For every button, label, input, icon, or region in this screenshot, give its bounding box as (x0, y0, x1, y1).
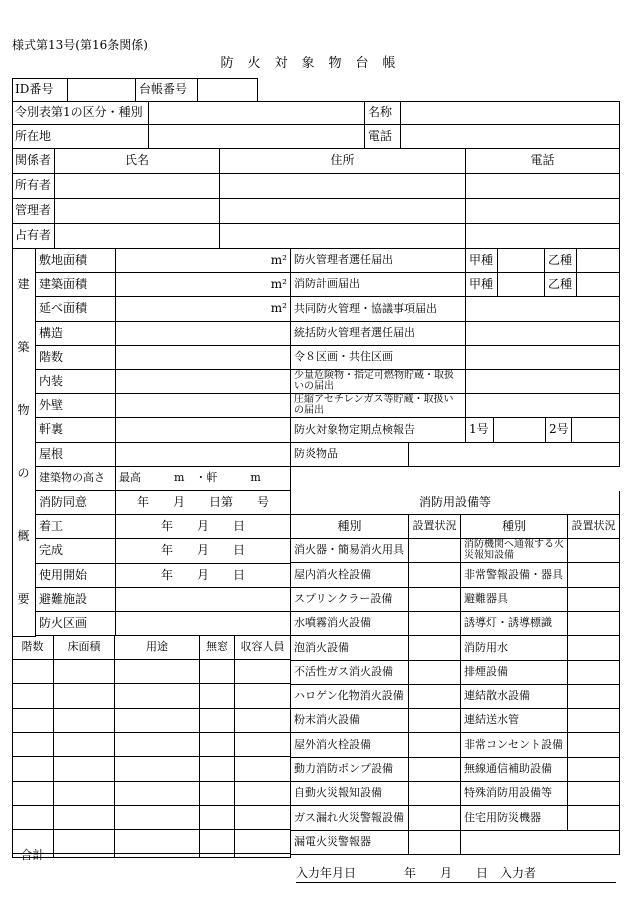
notification-label: 統括防火管理者選任届出 (291, 322, 466, 346)
equipment-right-status[interactable] (568, 612, 620, 636)
floor-table-cell[interactable] (235, 830, 291, 854)
building-overview-vertical-label: 建 築 物 の 概 要 (12, 249, 36, 637)
area-unit[interactable]: m² (116, 273, 291, 297)
floor-table-header: 床面積 (54, 636, 115, 660)
equipment-right-label: 排煙設備 (461, 661, 568, 685)
equipment-right-status[interactable] (568, 806, 620, 831)
floor-table-cell[interactable] (12, 660, 54, 684)
no1-label: 1号 (466, 418, 494, 443)
building-row-label: 避難施設 (36, 588, 116, 612)
building-height-label: 建築物の高さ (36, 467, 116, 491)
floor-table-header: 用途 (115, 636, 200, 660)
name-label: 名称 (365, 101, 401, 125)
party-address-field[interactable] (220, 174, 466, 199)
notification-field[interactable] (466, 370, 620, 394)
floor-table-cell[interactable] (12, 782, 54, 806)
party-phone-field[interactable] (466, 174, 620, 199)
equipment-right-status[interactable] (568, 782, 620, 806)
building-row-label: 階数 (36, 346, 116, 370)
floor-table-cell[interactable] (54, 757, 115, 782)
notification-label: 消防計画届出 (291, 273, 466, 297)
equipment-right-empty (461, 831, 620, 855)
notification-label: 令８区画・共住区画 (291, 346, 466, 370)
notification-field[interactable] (466, 322, 620, 346)
building-row-label: 軒裏 (36, 418, 116, 443)
start-date-field[interactable]: 年 月 日 (116, 515, 291, 539)
floor-table-cell[interactable] (235, 806, 291, 830)
floor-table-cell[interactable] (115, 782, 200, 806)
equipment-right-status[interactable] (568, 685, 620, 709)
party-row-label: 占有者 (12, 224, 55, 249)
equipment-right-label: 非常警報設備・器具 (461, 563, 568, 588)
equipment-left-label: 屋外消火栓設備 (291, 733, 409, 758)
building-height-field[interactable]: 最高 m ・軒 m (116, 467, 291, 491)
equipment-left-status[interactable] (409, 831, 461, 855)
equipment-right-status[interactable] (568, 588, 620, 612)
equipment-right-label: 消防機関へ通報する火災報知設備 (461, 539, 568, 563)
floor-table-header: 階数 (12, 636, 54, 660)
party-address-field[interactable] (220, 224, 466, 249)
party-col-phone: 電話 (466, 149, 620, 174)
floor-table-cell[interactable] (115, 709, 200, 733)
equipment-right-label: 避難器具 (461, 588, 568, 612)
party-name-field[interactable] (55, 224, 220, 249)
phone-label: 電話 (365, 125, 401, 149)
notification-label: 防火対象物定期点検報告 (291, 418, 466, 443)
equipment-left-status[interactable] (409, 758, 461, 782)
notification-field[interactable] (466, 346, 620, 370)
equipment-left-status[interactable] (409, 563, 461, 588)
floor-table-cell[interactable] (235, 757, 291, 782)
input-date-line: 入力年月日 年 月 日 入力者 (296, 864, 616, 883)
notification-field[interactable] (466, 394, 620, 418)
name-field[interactable] (401, 101, 620, 125)
equipment-left-status[interactable] (409, 806, 461, 831)
equipment-left-label: 漏電火災警報器 (291, 831, 409, 855)
building-row-label: 建築面積 (36, 273, 116, 297)
floor-table-cell[interactable] (200, 830, 235, 854)
equipment-right-label: 連結散水設備 (461, 685, 568, 709)
no1-field[interactable] (494, 418, 546, 443)
equipment-right-status[interactable] (568, 661, 620, 685)
party-phone-field[interactable] (466, 224, 620, 249)
floor-table-cell[interactable] (235, 709, 291, 733)
floor-table-cell[interactable] (200, 660, 235, 684)
floor-table-cell[interactable] (200, 684, 235, 709)
floor-table-cell[interactable] (12, 806, 54, 830)
equipment-left-label: ガス漏れ火災警報設備 (291, 806, 409, 831)
floor-table-cell[interactable] (12, 733, 54, 757)
building-row-field[interactable] (116, 370, 291, 394)
building-row-label: 使用開始 (36, 564, 116, 588)
equipment-left-label: 自動火災報知設備 (291, 782, 409, 806)
floor-table-cell[interactable] (115, 733, 200, 757)
building-row-field[interactable] (116, 322, 291, 346)
floor-table-cell[interactable] (115, 830, 200, 854)
type-b-field[interactable] (577, 249, 620, 273)
equipment-left-status[interactable] (409, 782, 461, 806)
floor-total-cell[interactable] (200, 854, 235, 858)
floor-table-header: 収容人員 (235, 636, 291, 660)
building-row-field[interactable]: 年 月 日 (116, 564, 291, 588)
equipment-right-label: 消防用水 (461, 636, 568, 661)
equipment-left-label: ハロゲン化物消火設備 (291, 685, 409, 709)
equipment-left-status[interactable] (409, 636, 461, 661)
building-row-label: 敷地面積 (36, 249, 116, 273)
equipment-right-label: 住宅用防災機器 (461, 806, 568, 831)
equipment-left-label: 水噴霧消火設備 (291, 612, 409, 636)
equipment-right-status[interactable] (568, 758, 620, 782)
start-label: 着工 (36, 515, 116, 539)
building-row-label: 屋根 (36, 443, 116, 467)
floor-table-cell[interactable] (54, 709, 115, 733)
floor-table-cell[interactable] (12, 684, 54, 709)
building-row-label: 構造 (36, 322, 116, 346)
party-name-field[interactable] (55, 174, 220, 199)
phone-field[interactable] (401, 125, 620, 149)
party-row-label: 所有者 (12, 174, 55, 199)
equipment-left-label: 泡消火設備 (291, 636, 409, 661)
equipment-left-status[interactable] (409, 539, 461, 563)
notification-label: 少量危険物・指定可燃物貯蔵・取扱いの届出 (291, 370, 466, 394)
status-header-left: 設置状況 (409, 515, 461, 539)
equipment-right-label: 無線通信補助設備 (461, 758, 568, 782)
floor-table-cell[interactable] (235, 684, 291, 709)
floor-table-cell[interactable] (12, 709, 54, 733)
building-row-label: 延べ面積 (36, 297, 116, 322)
floor-table-cell[interactable] (115, 757, 200, 782)
building-row-field[interactable]: 年 月 日 (116, 539, 291, 564)
floor-table-cell[interactable] (200, 709, 235, 733)
equipment-right-status[interactable] (568, 733, 620, 758)
floor-table-cell[interactable] (54, 660, 115, 684)
equipment-left-label: 動力消防ポンプ設備 (291, 758, 409, 782)
floor-table-cell[interactable] (235, 733, 291, 757)
building-row-field[interactable] (116, 612, 291, 636)
address-field[interactable] (149, 125, 365, 149)
floor-table-cell[interactable] (115, 660, 200, 684)
party-col-name: 氏名 (55, 149, 220, 174)
notification-label: 圧縮アセチレンガス等貯蔵・取扱いの届出 (291, 394, 466, 418)
equipment-left-status[interactable] (409, 709, 461, 733)
equipment-right-label: 非常コンセント設備 (461, 733, 568, 758)
equipment-left-status[interactable] (409, 733, 461, 758)
form-number: 様式第13号(第16条関係) (12, 38, 148, 52)
equipment-right-label: 連結送水管 (461, 709, 568, 733)
consent-field[interactable]: 年 月 日第 号 (116, 491, 291, 515)
notification-field[interactable] (466, 297, 620, 322)
building-row-field[interactable] (116, 418, 291, 443)
category-field[interactable] (149, 101, 365, 125)
equipment-right-label: 誘導灯・誘導標識 (461, 612, 568, 636)
no2-label: 2号 (546, 418, 572, 443)
equipment-left-label: 不活性ガス消火設備 (291, 661, 409, 685)
area-unit[interactable]: m² (116, 297, 291, 322)
ledger-number-label: 台帳番号 (136, 78, 198, 102)
category-label: 令別表第1の区分・種別 (12, 101, 149, 125)
equipment-right-status[interactable] (568, 636, 620, 661)
notification-label: 防炎物品 (291, 443, 409, 467)
floor-table-cell[interactable] (235, 782, 291, 806)
consent-label: 消防同意 (36, 491, 116, 515)
party-address-field[interactable] (220, 199, 466, 224)
floor-table-header: 無窓 (200, 636, 235, 660)
floor-table-cell[interactable] (115, 684, 200, 709)
floor-table-cell[interactable] (54, 782, 115, 806)
equipment-left-label: 屋内消火栓設備 (291, 563, 409, 588)
building-row-field[interactable] (116, 443, 291, 467)
equipment-left-label: 粉末消火設備 (291, 709, 409, 733)
type-a-label: 甲種 (466, 273, 498, 297)
id-number-label: ID番号 (12, 78, 68, 102)
equipment-right-status[interactable] (568, 709, 620, 733)
floor-total-cell[interactable] (115, 854, 200, 858)
kind-header-left: 種別 (291, 515, 409, 539)
floor-table-cell[interactable] (54, 806, 115, 830)
equipment-right-status[interactable] (568, 563, 620, 588)
equipment-left-status[interactable] (409, 588, 461, 612)
no2-field[interactable] (572, 418, 620, 443)
area-unit[interactable]: m² (116, 249, 291, 273)
party-phone-field[interactable] (466, 199, 620, 224)
building-row-label: 内装 (36, 370, 116, 394)
type-a-label: 甲種 (466, 249, 498, 273)
building-row-field[interactable] (116, 394, 291, 418)
parties-header: 関係者 (12, 149, 55, 174)
equipment-right-status[interactable] (568, 539, 620, 563)
equipment-left-status[interactable] (409, 685, 461, 709)
floor-table-cell[interactable] (54, 684, 115, 709)
floor-table-cell[interactable] (54, 830, 115, 854)
building-row-label: 外壁 (36, 394, 116, 418)
equipment-left-label: 消火器・簡易消火用具 (291, 539, 409, 563)
floor-table-cell[interactable] (54, 733, 115, 757)
equipment-left-status[interactable] (409, 612, 461, 636)
floor-table-cell[interactable] (200, 806, 235, 830)
type-a-field[interactable] (498, 249, 545, 273)
floor-table-cell[interactable] (12, 757, 54, 782)
type-b-field[interactable] (577, 273, 620, 297)
equipment-right-label: 特殊消防用設備等 (461, 782, 568, 806)
ledger-number-field[interactable] (198, 78, 258, 102)
party-col-address: 住所 (220, 149, 466, 174)
building-row-label: 完成 (36, 539, 116, 564)
floor-table-cell[interactable] (235, 660, 291, 684)
notification-label: 防火管理者選任届出 (291, 249, 466, 273)
status-header-right: 設置状況 (568, 515, 620, 539)
floor-table-cell[interactable] (200, 733, 235, 757)
type-b-label: 乙種 (545, 273, 577, 297)
party-name-field[interactable] (55, 199, 220, 224)
building-row-field[interactable] (116, 588, 291, 612)
building-row-field[interactable] (116, 346, 291, 370)
page-title: 防火対象物台帳 (220, 56, 410, 71)
equipment-header: 消防用設備等 (291, 491, 620, 515)
floor-total-cell[interactable] (54, 854, 115, 858)
floor-table-cell[interactable] (200, 757, 235, 782)
type-b-label: 乙種 (545, 249, 577, 273)
notification-field[interactable] (409, 443, 620, 467)
id-number-field[interactable] (68, 78, 136, 102)
kind-header-right: 種別 (461, 515, 568, 539)
floor-table-cell[interactable] (115, 806, 200, 830)
building-row-label: 防火区画 (36, 612, 116, 636)
floor-total-cell[interactable] (235, 854, 291, 858)
address-label: 所在地 (12, 125, 149, 149)
floor-table-cell[interactable] (200, 782, 235, 806)
equipment-left-status[interactable] (409, 661, 461, 685)
party-row-label: 管理者 (12, 199, 55, 224)
equipment-left-label: スプリンクラー設備 (291, 588, 409, 612)
type-a-field[interactable] (498, 273, 545, 297)
floor-total-label: 合計 (12, 854, 54, 858)
notification-label: 共同防火管理・協議事項届出 (291, 297, 466, 322)
